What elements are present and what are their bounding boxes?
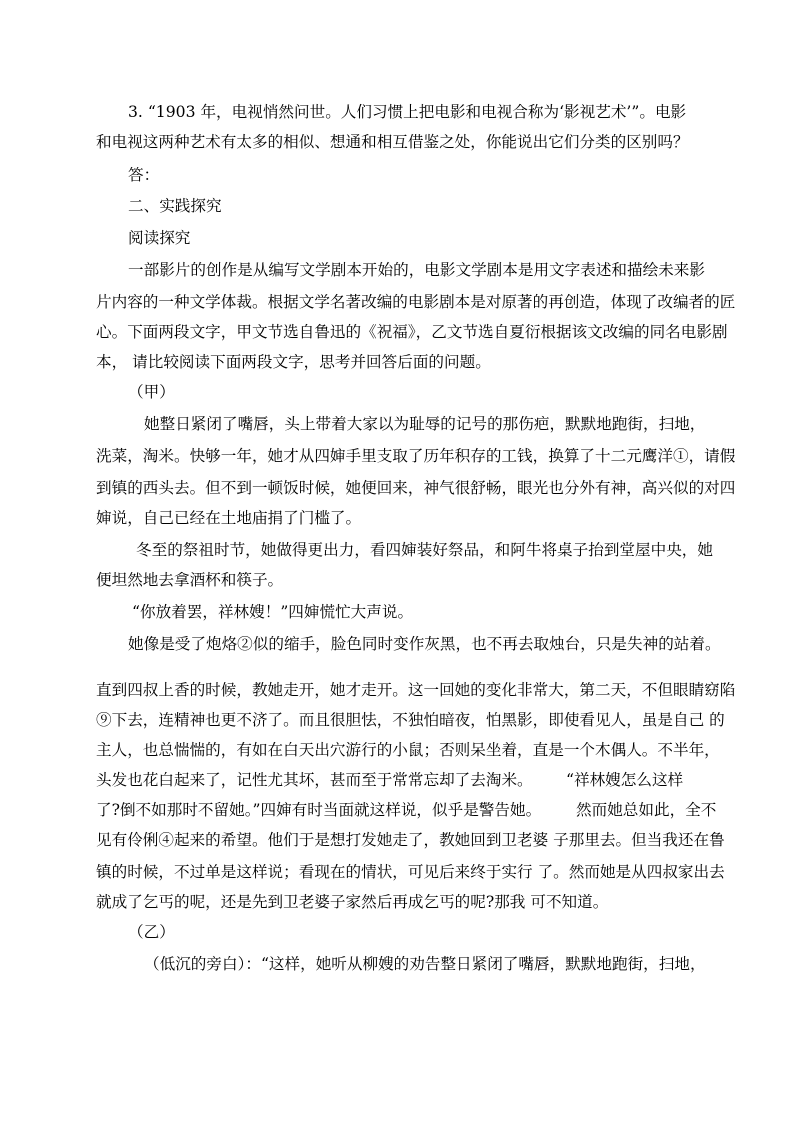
question-3-line-1: 3. “1903 年，电视悄然问世。人们习惯上把电影和电视合称为‘影视艺术’”。电影 (128, 103, 687, 121)
passage-a-p5-line-6: 见有伶俐④起来的希望。他们于是想打发她走了，教她回到卫老婆 子那里去。但当我还在鲁 (96, 831, 725, 849)
intro-line-2: 片内容的一种文学体裁。根据文学名著改编的电影剧本是对原著的再创造，体现了改编者的匠 (96, 293, 736, 311)
passage-a-p5-line-2: ⑨下去，连精神也更不济了。而且很胆怯，不独怕暗夜，怕黑影，即使看见人，虽是自己 的 (96, 711, 725, 729)
passage-a-p5-line-5b: 然而她总如此，全不 (576, 801, 717, 819)
passage-a-p5-line-4b: “祥林嫂怎么这样 (566, 771, 684, 789)
passage-a-label: （甲） (128, 383, 175, 401)
passage-a-p5-line-7: 镇的时候，不过单是这样说；看现在的情状，可见后来终于实行 了。然而她是从四叔家出去 (96, 863, 725, 881)
passage-b-label: （乙） (128, 923, 175, 941)
passage-a-p2-line-1: 冬至的祭祖时节，她做得更出力，看四婶装好祭品，和阿牛将桌子抬到堂屋中央，她 (136, 541, 713, 559)
section-subheading: 阅读探究 (128, 229, 191, 247)
passage-a-p1-line-2: 洗菜，淘米。快够一年，她才从四婶手里支取了历年积存的工钱，换算了十二元鹰洋①，请假 (96, 447, 736, 465)
passage-a-p3-line-1: “你放着罢，祥林嫂！”四婶慌忙大声说。 (132, 603, 414, 621)
passage-a-p1-line-4: 婶说，自己已经在土地庙捐了门槛了。 (96, 509, 362, 527)
intro-line-1: 一部影片的创作是从编写文学剧本开始的，电影文学剧本是用文字表述和描绘未来影 (128, 261, 705, 279)
answer-label: 答： (128, 166, 160, 184)
passage-a-p5-line-4a: 头发也花白起来了，记性尤其坏，甚而至于常常忘却了去淘米。 (96, 771, 533, 789)
passage-a-p2-line-2: 便坦然地去拿酒杯和筷子。 (96, 571, 284, 589)
intro-line-3: 心。下面两段文字，甲文节选自鲁迅的《祝福》，乙文节选自夏衍根据该文改编的同名电影剧 (96, 323, 728, 341)
passage-a-p5-line-3: 主人，也总惴惴的，有如在白天出穴游行的小鼠；否则呆坐着，直是一个木偶人。不半年， (96, 741, 720, 759)
passage-a-p5-line-1: 直到四叔上香的时候，教她走开，她才走开。这一回她的变化非常大，第二天，不但眼睛窈陷 (96, 681, 736, 699)
passage-a-p1-line-1: 她整日紧闭了嘴唇，头上带着大家以为耻辱的记号的那伤疤，默默地跑街，扫地， (144, 415, 706, 433)
passage-a-p4-line-1: 她像是受了炮烙②似的缩手，脸色同时变作灰黑，也不再去取烛台，只是失神的站着。 (128, 635, 721, 653)
intro-line-4: 本， 请比较阅读下面两段文字，思考并回答后面的问题。 (96, 353, 491, 371)
passage-a-p5-line-5a: 了?倒不如那时不留她。”四婶有时当面就这样说，似乎是警告她。 (96, 801, 542, 819)
passage-a-p5-line-8: 就成了乞丐的呢，还是先到卫老婆子家然后再成乞丐的呢?那我 可不知道。 (96, 893, 609, 911)
passage-a-p1-line-3: 到镇的西头去。但不到一顿饭时候，她便回来，神气很舒畅，眼光也分外有神，高兴似的对四 (96, 479, 736, 497)
question-3-line-2: 和电视这两种艺术有太多的相似、想通和相互借鉴之处，你能说出它们分类的区别吗？ (96, 133, 689, 151)
passage-b-p1-line-1: （低沉的旁白）：“这样，她听从柳嫂的劝告整日紧闭了嘴唇，默默地跑街，扫地， (144, 955, 706, 973)
section-heading: 二、实践探究 (128, 197, 222, 215)
